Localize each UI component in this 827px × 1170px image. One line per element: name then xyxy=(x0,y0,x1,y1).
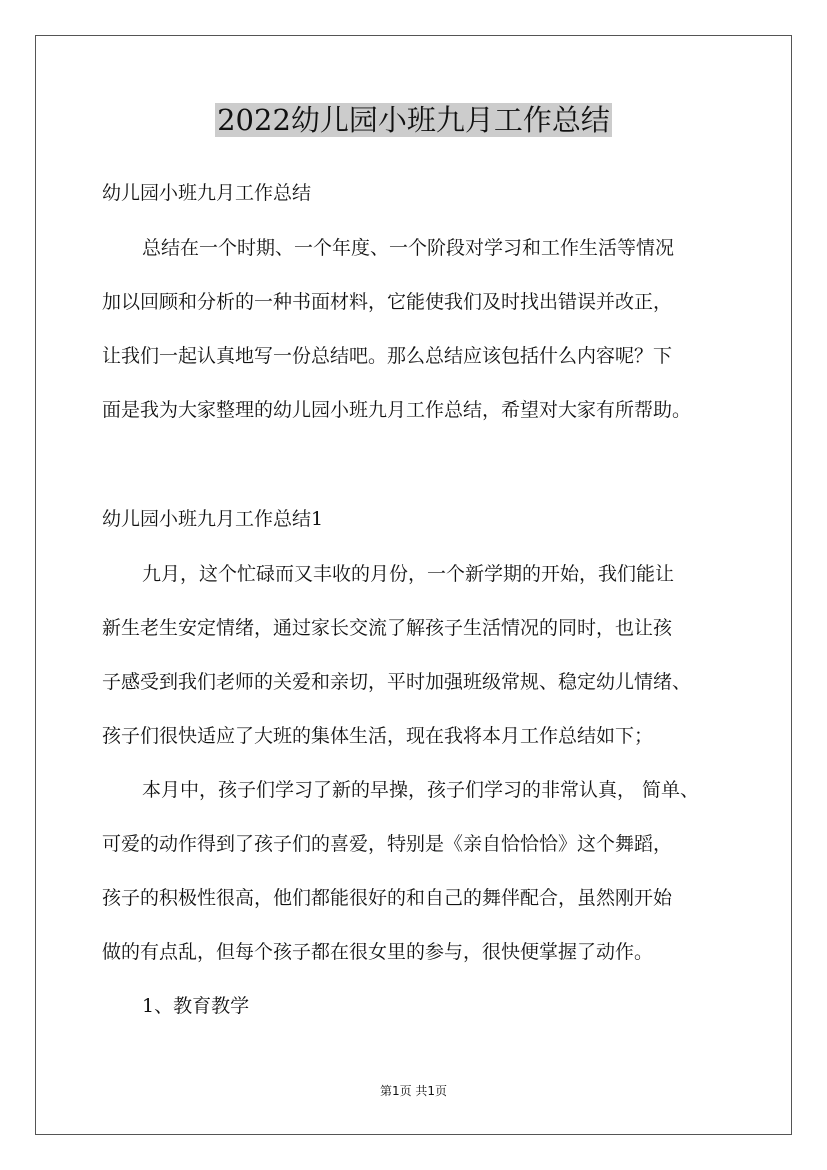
intro-line-3: 让我们一起认真地写一份总结吧。那么总结应该包括什么内容呢？下 xyxy=(102,345,673,367)
paragraph1-line-2: 新生老生安定情绪，通过家长交流了解孩子生活情况的同时，也让孩 xyxy=(102,617,673,639)
paragraph1-line-4: 孩子们很快适应了大班的集体生活，现在我将本月工作总结如下； xyxy=(102,725,654,747)
paragraph2-line-4: 做的有点乱，但每个孩子都在很女里的参与，很快便掌握了动作。 xyxy=(102,941,654,963)
page-footer: 第1页 共1页 xyxy=(379,1084,448,1098)
document-title-text: 2022幼儿园小班九月工作总结 xyxy=(217,103,610,137)
paragraph1-line-1: 九月，这个忙碌而又丰收的月份，一个新学期的开始，我们能让 xyxy=(142,563,675,585)
intro-line-2: 加以回顾和分析的一种书面材料，它能使我们及时找出错误并改正， xyxy=(102,291,673,313)
list-item-education: 1、教育教学 xyxy=(142,995,250,1017)
section-heading: 幼儿园小班九月工作总结1 xyxy=(102,508,324,530)
intro-line-4: 面是我为大家整理的幼儿园小班九月工作总结，希望对大家有所帮助。 xyxy=(102,399,692,421)
paragraph2-line-1: 本月中，孩子们学习了新的早操，孩子们学习的非常认真， 简单、 xyxy=(142,779,700,801)
paragraph1-line-3: 子感受到我们老师的关爱和亲切，平时加强班级常规、稳定幼儿情绪、 xyxy=(102,671,692,693)
document-title xyxy=(0,98,827,142)
intro-line-1: 总结在一个时期、一个年度、一个阶段对学习和工作生活等情况 xyxy=(142,237,675,259)
paragraph2-line-2: 可爱的动作得到了孩子们的喜爱，特别是《亲自恰恰恰》这个舞蹈， xyxy=(102,833,673,855)
paragraph2-line-3: 孩子的积极性很高，他们都能很好的和自己的舞伴配合，虽然刚开始 xyxy=(102,887,673,909)
document-subtitle: 幼儿园小班九月工作总结 xyxy=(102,182,312,204)
